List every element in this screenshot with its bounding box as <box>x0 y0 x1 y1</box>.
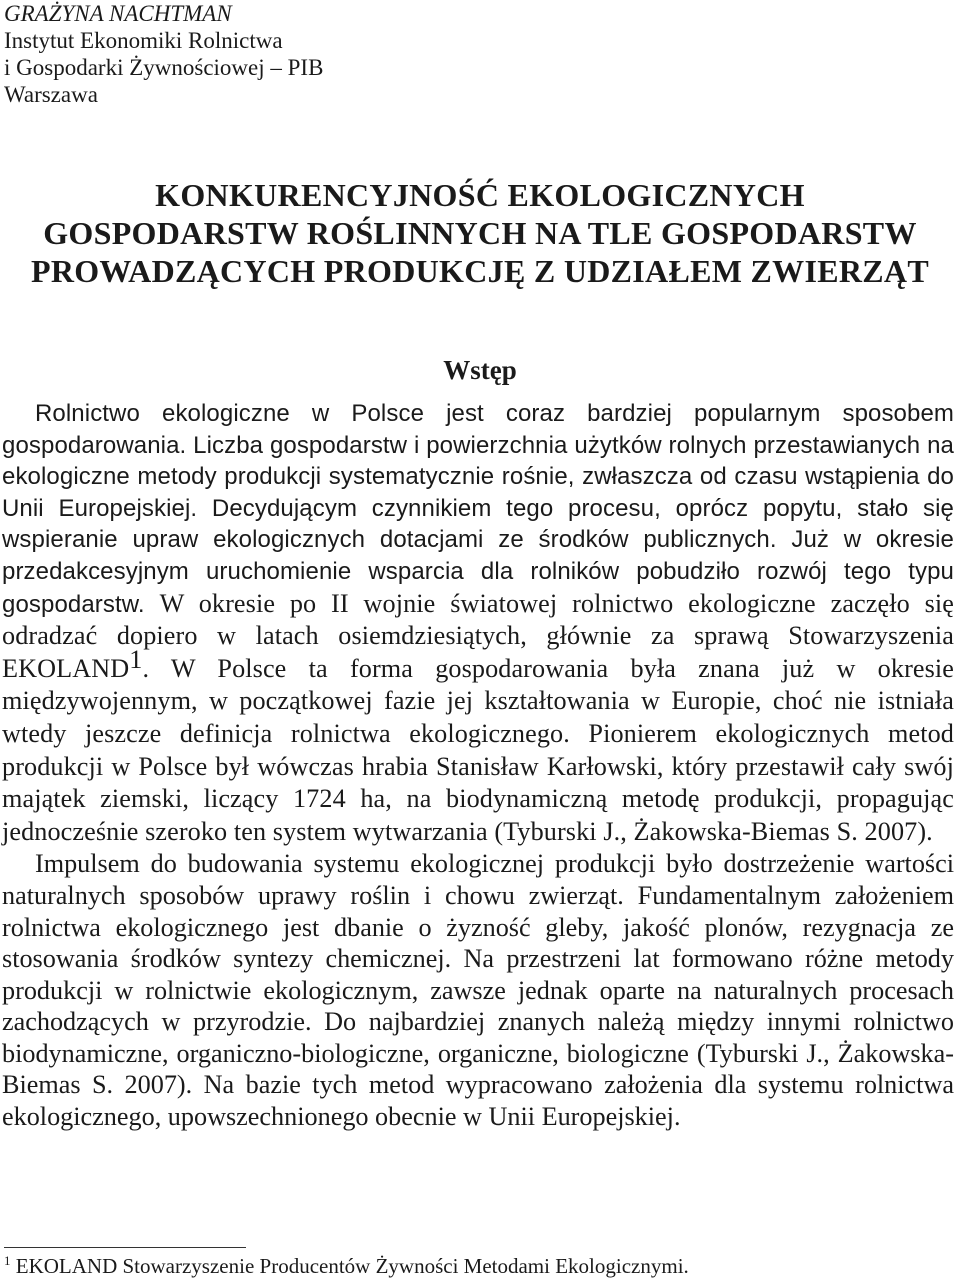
paragraph-1 <box>2 398 954 848</box>
title-line-3: PROWADZĄCYCH PRODUKCJĘ Z UDZIAŁEM ZWIERZĄT <box>30 253 929 289</box>
paragraph-2: Impulsem do budowania systemu ekologicznej produkcji było dostrzeżenie wartości naturalnych sposobów uprawy roślin i chowu zwierząt. Fundamentalnym założeniem rolnictwa ekologicznego jest dbanie o żyzność gleby, jakość plonów, rezygnacja ze stosowania środków syntezy chemicznej. Na przestrzeni lat formowano różne metody produkcji w rolnictwie ekologicznym, zawsze jednak oparte na naturalnych procesach zachodzących w przyrodzie. Do najbardziej znanych należą między innymi rolnictwo biodynamiczne, organiczno-biologiczne, organiczne, biologiczne (Tyburski J., Żakowska-Biemas S. 2007). Na bazie tych metod wypracowano założenia dla systemu rolnictwa ekologicznego, upowszechnionego obecnie w Unii Europejskiej. <box>2 849 954 1132</box>
article-title <box>0 176 960 290</box>
paragraph-1-part-b: W okresie po II wojnie światowej rolnictwo ekologiczne zaczęło się odradzać dopiero w latach osiemdziesiątych, głównie za sprawą Stowarzyszenia EKOLAND <box>2 588 954 683</box>
institution-line-1: Instytut Ekonomiki Rolnictwa <box>4 28 283 53</box>
paragraph-1-part-a: Rolnictwo ekologiczne w Polsce jest coraz bardziej popularnym sposobem gospodarowania. Liczba gospodarstw i powierzchnia użytków rolnych przestawianych na ekologiczne metody produkcji systematycznie rośnie, zwłaszcza od czasu wstąpienia do Unii Europejskiej. Decydującym czynnikiem tego procesu, oprócz popytu, stało się wspieranie upraw ekologicznych dotacjami ze środków publicznych. Już w okresie przedakcesyjnym uruchomienie wsparcia dla rolników pobudziło rozwój tego typu gospodarstw. <box>2 400 954 618</box>
city: Warszawa <box>4 82 98 107</box>
body-text <box>2 398 954 1133</box>
title-line-2: GOSPODARSTW ROŚLINNYCH NA TLE GOSPODARSTW <box>43 215 917 251</box>
title-line-1: KONKURENCYJNOŚĆ EKOLOGICZNYCH <box>155 177 805 213</box>
footnote-divider <box>4 1247 246 1248</box>
footnote <box>4 1253 689 1279</box>
paragraph-1-part-c: . W Polsce ta forma gospodarowania była znana już w okresie międzywojennym, w początkowej fazie jej kształtowania w Europie, choć nie istniała wtedy jeszcze definicja rolnictwa ekologicznego. Pionierem ekologicznych metod produkcji w Polsce był wówczas hrabia Stanisław Karłowski, który przestawił cały swój majątek ziemski, liczący 1724 ha, na biodynamiczną metodę produkcji, propagując jednocześnie szeroko ten system wytwarzania (Tyburski J., Żakowska-Biemas S. 2007). <box>2 653 954 846</box>
author-affiliation <box>4 0 323 108</box>
footnote-reference: 1 <box>129 644 143 674</box>
footnote-marker: 1 <box>4 1253 11 1268</box>
section-heading: Wstęp <box>443 355 517 385</box>
institution-line-2: i Gospodarki Żywnościowej – PIB <box>4 55 324 80</box>
footnote-text: EKOLAND Stowarzyszenie Producentów Żywności Metodami Ekologicznymi. <box>10 1254 689 1278</box>
author-name: GRAŻYNA NACHTMAN <box>4 1 232 26</box>
